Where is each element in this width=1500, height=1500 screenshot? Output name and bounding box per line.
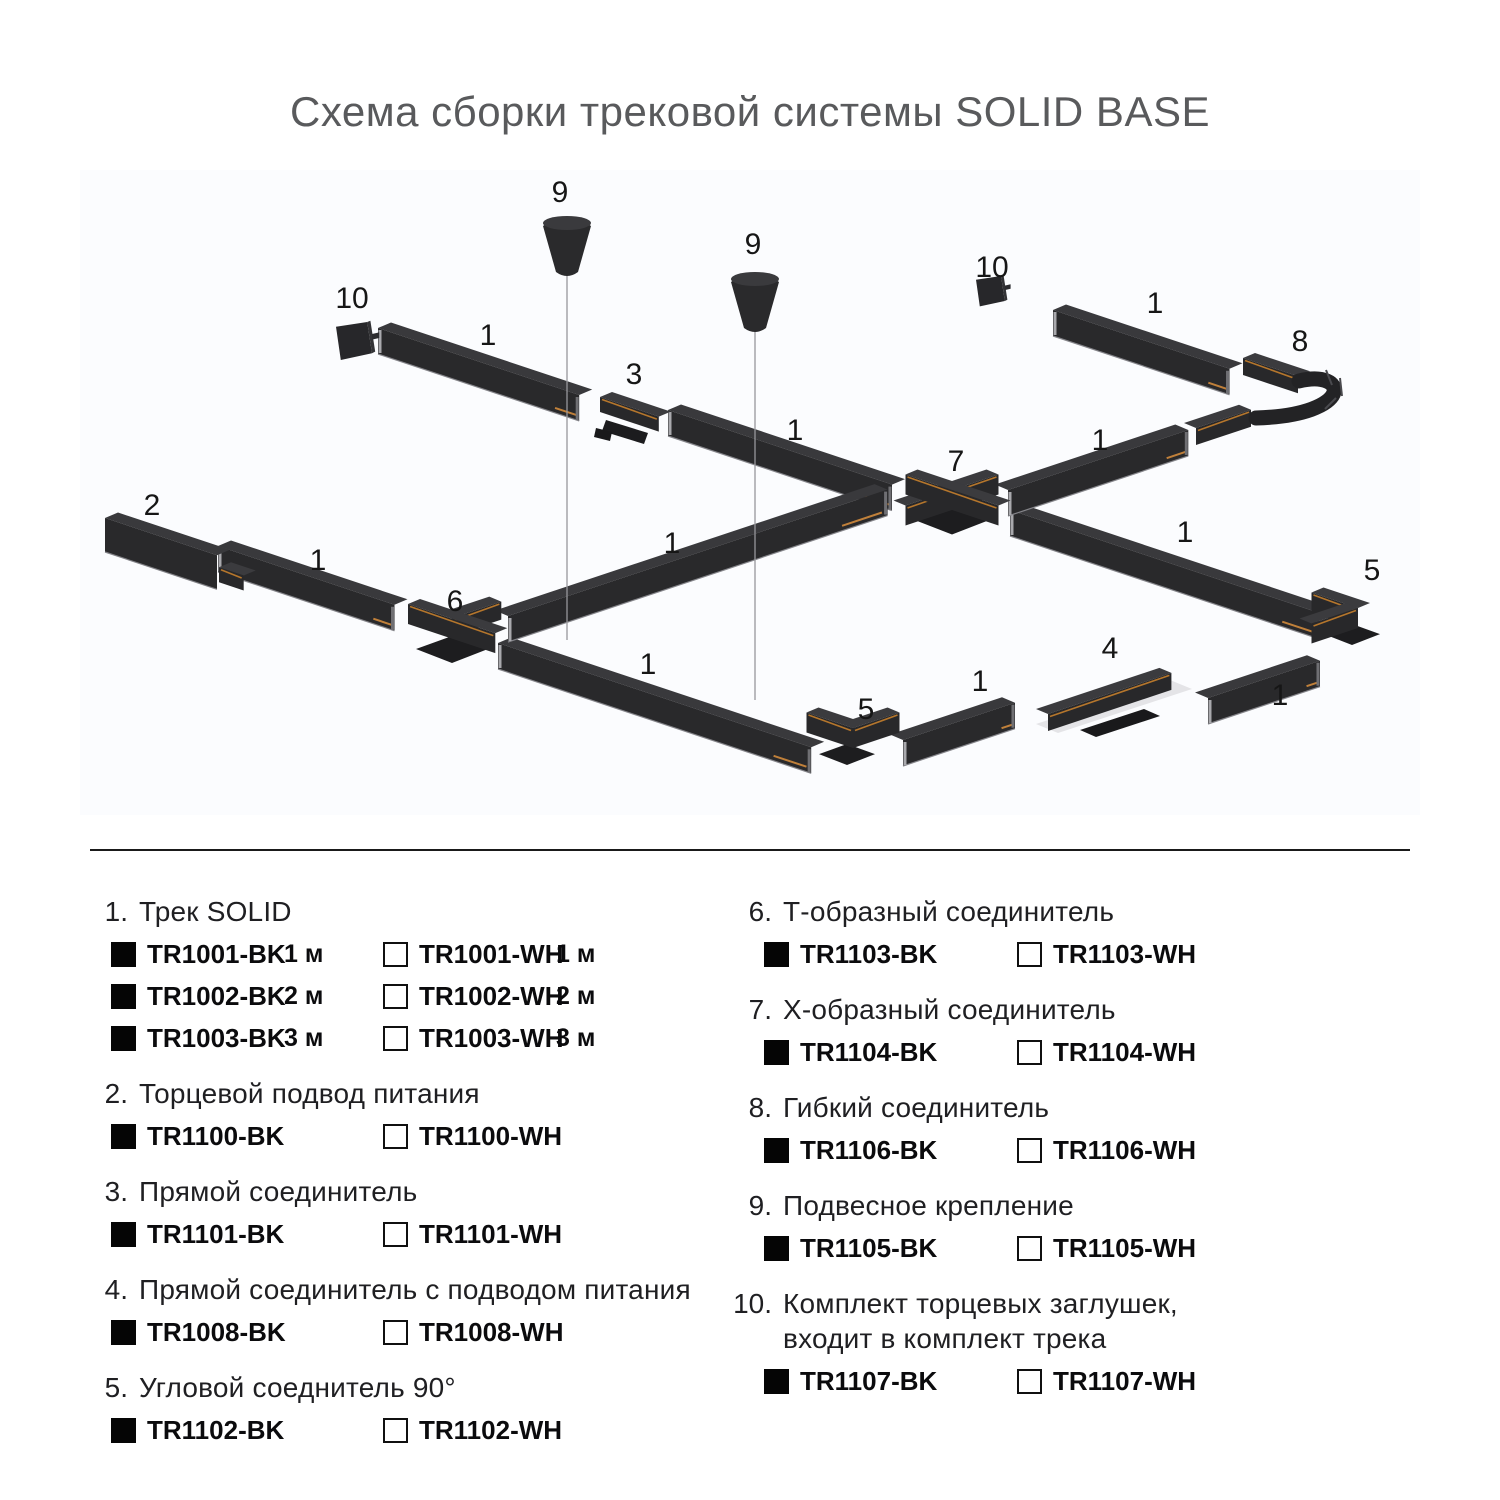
item-name-line2: входит в комплект трека <box>783 1323 1107 1354</box>
item-number: 2. <box>104 1078 128 1109</box>
black-swatch-icon <box>764 1236 789 1261</box>
callout-label: 6 <box>446 585 464 618</box>
callout-label: 1 <box>1176 516 1194 549</box>
item-name: Комплект торцевых заглушек, <box>783 1288 1178 1319</box>
legend-item-straight-power-connector <box>96 1273 726 1348</box>
white-swatch-icon <box>1017 942 1042 967</box>
black-swatch-icon <box>111 1320 136 1345</box>
white-swatch-icon <box>383 1418 408 1443</box>
product-code: TR1104-BK <box>800 1037 938 1067</box>
callout-label: 1 <box>1146 287 1164 320</box>
assembly-diagram-panel <box>80 170 1420 815</box>
item-name: Угловой соеднитель 90° <box>139 1372 456 1403</box>
black-swatch-icon <box>111 942 136 967</box>
pendant-mount <box>731 272 779 286</box>
product-size: 1 м <box>284 940 324 968</box>
item-header <box>726 993 1406 1026</box>
callout-label: 1 <box>1091 424 1109 457</box>
product-row <box>111 1121 726 1152</box>
product-code: TR1105-BK <box>800 1233 938 1263</box>
item-number: 8. <box>748 1092 772 1123</box>
legend-item-flex-connector <box>726 1091 1406 1166</box>
callout-label: 7 <box>947 445 965 478</box>
callout-label: 10 <box>335 282 369 315</box>
page-title: Схема сборки трековой системы SOLID BASE <box>290 88 1210 135</box>
white-swatch-icon <box>383 1124 408 1149</box>
item-header <box>726 1189 1406 1222</box>
product-row <box>111 1023 726 1054</box>
product-code: TR1003-BK <box>147 1023 286 1053</box>
item-number: 5. <box>104 1372 128 1403</box>
legend-item-straight-connector <box>96 1175 726 1250</box>
product-code: TR1105-WH <box>1053 1233 1197 1263</box>
product-size: 3 м <box>284 1024 324 1052</box>
item-number: 3. <box>104 1176 128 1207</box>
legend-item-track <box>96 895 726 1054</box>
white-swatch-icon <box>1017 1369 1042 1394</box>
legend-item-pendant-mount <box>726 1189 1406 1264</box>
product-code: TR1002-BK <box>147 981 286 1011</box>
product-row <box>764 1037 1406 1068</box>
product-size: 3 м <box>556 1024 596 1052</box>
white-swatch-icon <box>383 1222 408 1247</box>
item-number: 4. <box>104 1274 128 1305</box>
callout-label: 9 <box>744 228 762 261</box>
product-row <box>764 1366 1406 1397</box>
product-row <box>111 981 726 1012</box>
item-name: Прямой соединитель с подводом питания <box>139 1274 691 1305</box>
product-code: TR1008-WH <box>419 1317 564 1347</box>
callout-label: 1 <box>971 665 989 698</box>
white-swatch-icon <box>383 984 408 1009</box>
product-code: TR1107-BK <box>800 1366 938 1396</box>
product-code: TR1102-WH <box>419 1415 563 1445</box>
item-header <box>96 1175 726 1208</box>
item-number: 6. <box>748 896 772 927</box>
end-cap <box>336 322 372 360</box>
product-row <box>111 1317 726 1348</box>
item-header <box>726 1287 1406 1320</box>
item-header <box>96 1273 726 1306</box>
product-code: TR1002-WH <box>419 981 564 1011</box>
product-code: TR1100-WH <box>419 1121 563 1151</box>
product-code: TR1001-BK <box>147 939 286 969</box>
black-swatch-icon <box>764 1040 789 1065</box>
white-swatch-icon <box>383 1320 408 1345</box>
product-size: 2 м <box>556 982 596 1010</box>
pendant-mount <box>543 216 591 230</box>
product-code: TR1100-BK <box>147 1121 285 1151</box>
black-swatch-icon <box>764 942 789 967</box>
legend-item-corner-connector <box>96 1371 726 1446</box>
item-name: Торцевой подвод питания <box>139 1078 480 1109</box>
white-swatch-icon <box>1017 1138 1042 1163</box>
item-number: 9. <box>748 1190 772 1221</box>
black-swatch-icon <box>111 1418 136 1443</box>
item-number: 10. <box>733 1288 772 1319</box>
black-swatch-icon <box>111 1222 136 1247</box>
black-swatch-icon <box>111 1124 136 1149</box>
item-name: Прямой соединитель <box>139 1176 418 1207</box>
product-size: 2 м <box>284 982 324 1010</box>
callout-label: 9 <box>551 176 569 209</box>
product-code: TR1101-WH <box>419 1219 563 1249</box>
item-header <box>96 895 726 928</box>
product-size: 1 м <box>556 940 596 968</box>
white-swatch-icon <box>383 942 408 967</box>
callout-label: 5 <box>1363 554 1381 587</box>
product-row <box>764 1135 1406 1166</box>
product-code: TR1101-BK <box>147 1219 285 1249</box>
white-swatch-icon <box>1017 1236 1042 1261</box>
item-name: Трек SOLID <box>139 896 292 927</box>
callout-label: 1 <box>639 648 657 681</box>
callout-label: 1 <box>786 414 804 447</box>
item-number: 7. <box>748 994 772 1025</box>
product-code: TR1106-WH <box>1053 1135 1197 1165</box>
legend-item-end-power-feed <box>96 1077 726 1152</box>
section-divider <box>90 849 1410 851</box>
black-swatch-icon <box>111 984 136 1009</box>
callout-label: 5 <box>857 693 875 726</box>
callout-label: 3 <box>625 358 643 391</box>
callout-label: 1 <box>479 319 497 352</box>
black-swatch-icon <box>111 1026 136 1051</box>
legend-item-endcap-kit <box>726 1287 1406 1397</box>
product-code: TR1008-BK <box>147 1317 286 1347</box>
assembly-diagram <box>80 170 1420 815</box>
product-code: TR1107-WH <box>1053 1366 1197 1396</box>
product-row <box>111 1219 726 1250</box>
product-row <box>764 939 1406 970</box>
item-header <box>726 895 1406 928</box>
product-row <box>111 939 726 970</box>
white-swatch-icon <box>383 1026 408 1051</box>
callout-label: 2 <box>143 489 161 522</box>
callout-label: 1 <box>1271 679 1289 712</box>
black-swatch-icon <box>764 1138 789 1163</box>
legend-left-column <box>96 895 726 1469</box>
item-name: Подвесное крепление <box>783 1190 1074 1221</box>
product-code: TR1106-BK <box>800 1135 938 1165</box>
item-header <box>96 1371 726 1404</box>
legend-right-column <box>726 895 1406 1420</box>
callout-label: 8 <box>1291 325 1309 358</box>
product-code: TR1001-WH <box>419 939 564 969</box>
white-swatch-icon <box>1017 1040 1042 1065</box>
product-code: TR1104-WH <box>1053 1037 1197 1067</box>
product-row <box>764 1233 1406 1264</box>
item-header <box>96 1077 726 1110</box>
product-row <box>111 1415 726 1446</box>
callout-label: 1 <box>309 544 327 577</box>
item-name: Т-образный соединитель <box>783 896 1115 927</box>
item-header <box>726 1091 1406 1124</box>
product-code: TR1103-BK <box>800 939 938 969</box>
legend-item-t-connector <box>726 895 1406 970</box>
callout-label: 4 <box>1101 632 1119 665</box>
product-code: TR1103-WH <box>1053 939 1197 969</box>
callout-label: 1 <box>663 527 681 560</box>
black-swatch-icon <box>764 1369 789 1394</box>
product-code: TR1102-BK <box>147 1415 285 1445</box>
item-number: 1. <box>104 896 128 927</box>
callout-label: 10 <box>975 251 1009 284</box>
product-code: TR1003-WH <box>419 1023 564 1053</box>
legend-item-x-connector <box>726 993 1406 1068</box>
item-name: Гибкий соединитель <box>783 1092 1050 1123</box>
item-name: Х-образный соединитель <box>783 994 1116 1025</box>
